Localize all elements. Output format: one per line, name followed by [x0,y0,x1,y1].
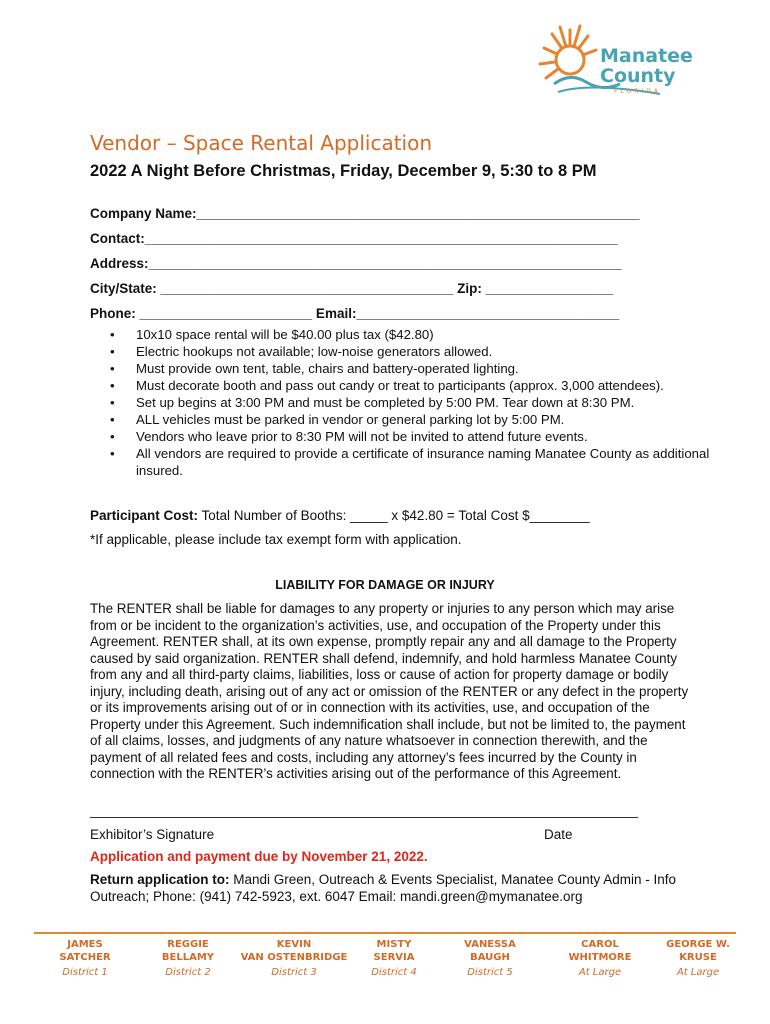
commissioner-last-name: VAN OSTENBRIDGE [240,952,348,963]
participant-cost-label: Participant Cost: [90,508,199,523]
list-item: • All vendors are required to provide a certificate of insurance naming Manatee County as additional insured. [136,445,736,479]
return-text: Mandi Green, Outreach & Events Specialist, Manatee County Admin - Info Outreach; Phone: (941) 742-5923, ext. 6047 Email: mandi.green@mymanatee.org [90,872,676,904]
date-label: Date [544,827,573,842]
list-item: • ALL vehicles must be parked in vendor or general parking lot by 5:00 PM. [136,411,736,428]
event-subtitle: 2022 A Night Before Christmas, Friday, December 9, 5:30 to 8 PM [90,162,597,180]
commissioner-first-name: REGGIE [167,939,209,950]
commissioner-5 [435,938,545,979]
participant-cost-text: Total Number of Booths: _____ x $42.80 = Total Cost $________ [198,508,590,523]
tax-exempt-note: *If applicable, please include tax exempt form with application. [90,532,462,547]
commissioner-first-name: MISTY [376,939,412,950]
commissioner-first-name: JAMES [67,939,103,950]
address-field[interactable]: Address:_______________________________________________________________ [90,256,622,271]
commissioner-first-name: GEORGE W. [666,939,730,950]
exhibitor-signature-label: Exhibitor’s Signature [90,827,215,842]
logo-text-florida: FLORIDA [614,88,661,95]
manatee-county-logo [530,22,693,102]
commissioner-1 [30,938,140,979]
commissioner-district: District 3 [271,967,317,978]
company-name-field[interactable]: Company Name:___________________________________________________________ [90,206,640,221]
list-item: • 10x10 space rental will be $40.00 plus tax ($42.80) [136,326,736,343]
return-instructions [90,871,680,905]
liability-text: The RENTER shall be liable for damages to any property or injuries to any person which may arise from or be incident to the organization’s activities, use, and occupation of the Property under this Agreement. RENTER shall, at its own expense, promptly repair any and all damage to the Property caused by said organization. RENTER shall defend, indemnify, and hold harmless Manatee County from any and all third-party claims, liabilities, loss or cause of action for property damage or bodily injury, including death, arising out of any act or omission of the RENTER or any defect in the property or its improvements arising out of or in connection with its activities, use, and occupation of the Property under this Agreement. Such indemnification shall include, but not be limited to, the payment of all claims, losses, and judgments of any nature whatsoever in connection therewith, and the payment of all related fees and costs, including any attorney’s fees incurred by the County in connection with the RENTER’s activities arising out of the performance of this Agreement. [90,601,689,781]
commissioner-last-name: SERVIA [373,952,415,963]
due-date-notice: Application and payment due by November 21, 2022. [90,849,428,864]
logo-text-manatee: Manatee [600,45,693,67]
footer-divider [34,932,736,934]
commissioner-last-name: BAUGH [470,952,510,963]
commissioner-2 [133,938,243,979]
commissioner-district: At Large [578,967,622,978]
contact-field[interactable]: Contact:_______________________________________________________________ [90,231,618,246]
commissioner-district: District 1 [62,967,108,978]
list-item: • Vendors who leave prior to 8:30 PM will not be invited to attend future events. [136,428,736,445]
commissioner-district: District 5 [467,967,513,978]
participant-cost[interactable] [90,508,590,523]
commissioner-last-name: KRUSE [679,952,717,963]
page-title: Vendor – Space Rental Application [90,131,433,155]
list-item: • Electric hookups not available; low-noise generators allowed. [136,343,736,360]
commissioner-district: District 2 [165,967,211,978]
commissioner-6 [545,938,655,979]
commissioner-last-name: WHITMORE [568,952,632,963]
liability-heading: LIABILITY FOR DAMAGE OR INJURY [275,578,495,592]
commissioner-district: At Large [676,967,720,978]
commissioner-first-name: VANESSA [464,939,516,950]
city-state-zip-field[interactable]: City/State: _______________________________________ Zip: _________________ [90,281,614,296]
list-item: • Must provide own tent, table, chairs and battery-operated lighting. [136,360,736,377]
return-label: Return application to: [90,872,230,887]
list-item: • Set up begins at 3:00 PM and must be completed by 5:00 PM. Tear down at 8:30 PM. [136,394,736,411]
logo-text-county: County [600,65,676,87]
requirements-list [90,326,736,479]
commissioner-last-name: BELLAMY [161,952,215,963]
commissioner-7 [643,938,753,979]
list-item: • Must decorate booth and pass out candy or treat to participants (approx. 3,000 attendees). [136,377,736,394]
commissioner-4 [339,938,449,979]
commissioner-first-name: CAROL [581,939,619,950]
signature-line[interactable] [90,817,638,818]
commissioner-last-name: SATCHER [59,952,111,963]
commissioner-3 [239,938,349,979]
commissioner-first-name: KEVIN [276,939,312,950]
commissioner-district: District 4 [371,967,417,978]
phone-email-field[interactable]: Phone: _______________________ Email:___________________________________ [90,306,620,321]
